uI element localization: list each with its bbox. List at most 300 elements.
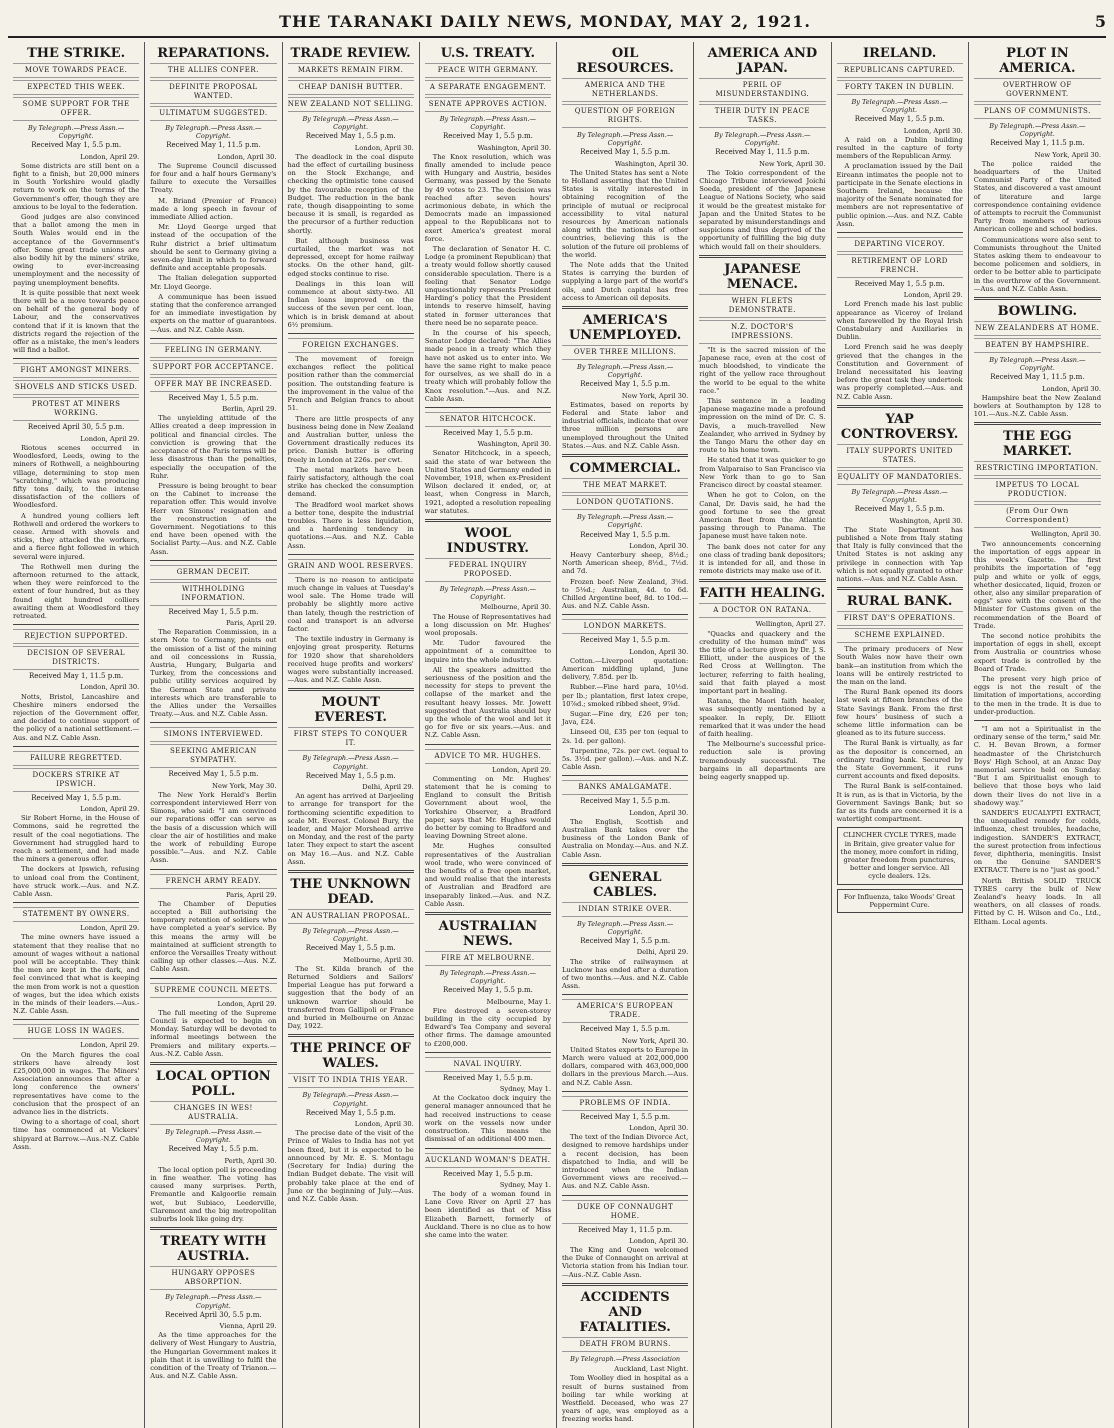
received-line: Received May 1, 5.5 p.m. [442, 1169, 533, 1178]
article-headline: THE UNKNOWN DEAD. [290, 877, 411, 908]
column-rule [150, 722, 276, 723]
article-headline: FAITH HEALING. [699, 586, 826, 602]
column-rule [562, 614, 688, 615]
paragraph: "I am not a Spiritualist in the ordinary sense of the term," said Mr. C. H. Bevan Brown, a former headmaster of the Christchurch Boys' High School, at an Anzac Day memorial service held on Sunday. "But I am Spiritualist enough to believe that those boys who laid down their lives do not live in a shadowy way." [973, 724, 1101, 807]
dateline: Vienna, April 29. [219, 1321, 277, 1330]
article-headline: REPARATIONS. [157, 46, 270, 61]
dateline: Wellington, April 30. [1031, 530, 1101, 539]
received-line: Received May 1, 5.5 p.m. [580, 797, 671, 806]
article-subheading: A SEPARATE ENGAGEMENT. [425, 80, 551, 95]
article-body [13, 162, 139, 355]
paragraph: When he got to Colon, on the Canal, Dr. Davis said, he had the good fortune to see the great American fleet from the Atlantic passing through to Panama. The Japanese must have taken note. [699, 491, 826, 541]
paragraph: Notts, Bristol, Lancashire and Cheshire miners endorsed the rejection of the Government offer, and decided to continue support of the policy of a national settlement.—Aus. and N.Z. Cable Assn. [13, 692, 140, 742]
column-rule [699, 579, 825, 582]
dateline: London, April 29. [80, 1041, 140, 1050]
advertisement: For Influenza, take Woods' Great Peppermint Cure. [837, 889, 963, 913]
paragraph: The Melbourne's successful price-reduction sale is proving tremendously successful. The bargains in all departments are being eagerly snapped up. [699, 740, 826, 781]
paragraph: At the Cockatoo dock inquiry the general manager announced that he had received instructions to cease work on the vessels now under construction. This means the dismissal of an additional 400 men. [424, 1094, 551, 1144]
paragraph: The police raided the headquarters of the United Communist Party of the United States, and discovered a vast amount of literature and large correspondence containing evidence of attempts to recruit the Communist Party from members of various American college and school bodies. [973, 159, 1101, 234]
press-credit: By Telegraph.—Press Assn.—Copyright. [302, 1091, 399, 1108]
dateline: Paris, April 29. [225, 890, 277, 899]
article-subheading: RESTRICTING IMPORTATION. [974, 461, 1101, 476]
dateline: London, April 29. [903, 291, 963, 300]
masthead [8, 6, 1106, 38]
press-credit: By Telegraph.—Press Assn.—Copyright. [576, 919, 674, 936]
received-line: Received May 1, 5.5 p.m. [580, 1112, 671, 1121]
received-line: Received May 1, 5.5 p.m. [442, 132, 533, 141]
received-line: Received May 1, 5.5 p.m. [168, 1145, 259, 1154]
article-subheading: PERIL OF MISUNDERSTANDING. [699, 78, 825, 102]
dateline: Berlin, April 29. [222, 405, 277, 414]
article-body [699, 630, 825, 782]
column-rule [13, 624, 139, 625]
article-body [974, 725, 1101, 926]
advertisement: CLINCHER CYCLE TYRES, made in Britain, give greater value for the money, more comfort in riding, greater freedom from punctures, better and longer service. All cycle dealers. 12s. [837, 827, 963, 884]
article-subheading: IMPETUS TO LOCAL PRODUCTION. [974, 478, 1101, 502]
paragraph: The Reparation Commission, in a stern Note to Germany, points out the omission of a list of the mining and oil concessions in Russia, Austria, Hungary, Bulgaria and Turkey, from the concessions and public utility services acquired by the German State and private interests which are transferable to the Allies under the Versailles Treaty.—Aus. and N.Z. Cable Assn. [150, 628, 277, 719]
article-subheading: EQUALITY OF MANDATORIES. [837, 470, 963, 485]
press-credit: By Telegraph.—Press Assn.—Copyright. [439, 115, 537, 132]
article-body [425, 1094, 551, 1143]
dateline: Washington, April 30. [889, 516, 963, 525]
received-line: Received May 1, 5.5 p.m. [854, 115, 945, 124]
article-subheading: ITALY SUPPORTS UNITED STATES. [837, 444, 963, 468]
paragraph: This sentence in a leading Japanese magazine made a profound impression on the mind of Dr. C. S. Davis, a much-travelled New Zealander, who arrived in Sydney by the Tango Maru the other day en route to his home town. [699, 397, 826, 455]
article-subheading: AN AUSTRALIAN PROPOSAL. [288, 909, 414, 924]
article-headline: THE PRINCE OF WALES. [290, 1041, 411, 1072]
article [562, 1091, 688, 1191]
article [425, 407, 551, 515]
article [425, 46, 551, 403]
article [288, 870, 414, 1030]
paragraph: Some districts are still bent on a fight to a finish, but 20,000 miners in South Yorkshire would gladly return to work on the terms of the Government's offer, though they are anxious to be loyal to the federation. [13, 161, 140, 211]
press-credit: By Telegraph.—Press Assn.—Copyright. [165, 1293, 262, 1310]
article-body [13, 933, 139, 1015]
paragraph: The Tokio correspondent of the Chicago Tribune interviewed Joichi Soeda, president of the Japanese League of Nations Society, who said it would be the greatest mistake for Japan and the United States to be separated by misunderstandings and suspicions and thus deprived of the opportunity of fulfilling the big duty which would fall on their shoulders. [699, 168, 826, 251]
press-credit: By Telegraph.—Press Assn.—Copyright. [989, 122, 1086, 139]
article-subheading: AMERICA AND THE NETHERLANDS. [562, 78, 688, 102]
article [425, 744, 551, 908]
article [425, 912, 551, 1048]
article [974, 297, 1101, 418]
article-headline: AMERICA AND JAPAN. [707, 46, 818, 76]
paragraph: Cotton.—Liverpool quotation: American middling upland, June delivery, 7.85d. per lb. [562, 656, 689, 682]
paragraph: The Chamber of Deputies accepted a Bill authorising the temporary retention of soldiers who have completed a year's service. By this means the army will be maintained at sufficient strength to enforce the Versailles Treaty without calling up other classes.—Aus. N.Z. Cable Assn. [150, 899, 277, 974]
paragraph: The Italian delegation supported Mr. Lloyd George. [150, 274, 277, 291]
article-body [13, 1051, 139, 1151]
paragraph: The declaration of Senator H. C. Lodge (a prominent Republican) that a treaty would follow shortly caused considerable speculation. There is a feeling that Senator Lodge unquestionably represents President Harding's policy that the President intends to reserve himself, having stated in former utterances that there need be no separate peace. [424, 245, 551, 327]
article-subheading: CHANGES IN WES! AUSTRALIA. [150, 1101, 276, 1125]
article-subheading: PEACE WITH GERMANY. [425, 63, 551, 78]
dateline: London, April 30. [629, 647, 689, 656]
article [562, 775, 688, 858]
column-rule [13, 1019, 139, 1020]
column-rule [288, 333, 414, 334]
column-8 [969, 42, 1106, 1428]
column-rule [837, 405, 963, 408]
dateline: London, April 30. [629, 1124, 689, 1133]
article-body [699, 346, 825, 575]
column-rule [150, 1227, 276, 1230]
article [562, 1195, 688, 1279]
article-subheading: RETIREMENT OF LORD FRENCH. [837, 254, 963, 278]
article [288, 554, 414, 685]
received-line: Received May 1, 5.5 p.m. [580, 937, 671, 946]
column-rule [837, 587, 963, 590]
press-credit: By Telegraph.—Press Assn.—Copyright. [851, 487, 948, 505]
paragraph: The primary producers of New South Wales now have their own bank—an institution from which the loans will be entirely restricted to the man on the land. [836, 645, 963, 686]
paragraph: It is quite possible that next week there will be a move towards peace on behalf of the general body of Labour, and the conservatives contend that if it is known that the districts regard the rejection of the offer as a mistake, the men's leaders will find a ballot. [13, 288, 140, 355]
dateline: London, April 29. [217, 999, 277, 1008]
paragraph: The precise date of the visit of the Prince of Wales to India has not yet been fixed, but it is expected to be announced by Mr. E. S. Montagu (Secretary for India) during the Indian Budget debate. The visit will probably take place at the end of June or the beginning of July.—Aus. and N.Z. Cable Assn. [287, 1129, 414, 1203]
article-subheading: ADVICE TO MR. HUGHES. [425, 749, 551, 764]
dateline: London, April 29. [492, 765, 551, 774]
article-body [425, 613, 551, 740]
press-credit: By Telegraph.—Press Assn.—Copyright. [989, 356, 1086, 373]
article-headline: WOOL INDUSTRY. [446, 525, 529, 556]
dateline: Melbourne, April 30. [343, 955, 414, 964]
article-body [150, 414, 276, 555]
dateline: Melbourne, April 30. [480, 603, 551, 612]
column-rule [425, 519, 551, 522]
article-subheading: SEEKING AMERICAN SYMPATHY. [150, 744, 276, 768]
column-rule [288, 870, 414, 873]
article-subheading: QUESTION OF FOREIGN RIGHTS. [562, 104, 688, 128]
article-body [288, 153, 414, 329]
article-subheading: NEW ZEALANDERS AT HOME. [974, 321, 1101, 336]
paragraph: An agent has arrived at Darjeeling to arrange for transport for the forthcoming scientific expedition to scale Mt. Everest. Colonel Bury, the leader, and Major Morshead arrive on Monday, and the rest of the party later. They expect to start the ascent on May 16.—Aus. and N.Z. Cable Assn. [287, 792, 414, 866]
column-rule [699, 255, 825, 258]
paragraph: The text of the Indian Divorce Act, designed to remove hardships under a recent decision, has been dispatched to India, and will be introduced when the Indian Government views are received.—Aus. and N.Z. Cable Assn. [562, 1133, 689, 1191]
article-body [974, 540, 1101, 716]
article-subheading: CHEAP DANISH BUTTER. [288, 80, 414, 95]
article-subheading: FEDERAL INQUIRY PROPOSED. [425, 558, 551, 582]
received-line: Received May 1, 5.5 p.m. [854, 505, 945, 514]
dateline: London, April 30. [629, 808, 689, 817]
paragraph: Two announcements concerning the importation of eggs appear in this week's Gazette. The first prohibits the importation of "egg pulp and white or yolk of eggs, whether desiccated, liquid, frozen or other, also any similar preparation of eggs" save with the consent of the Minister for Customs given on the recommendation of the Board of Trade. [973, 539, 1101, 630]
column-3 [283, 42, 420, 1428]
paragraph: "It is the sacred mission of the Japanese race, even at the cost of much bloodshed, to vindicate the right of the yellow race throughout the world to be equal to the white race." [699, 345, 826, 395]
paragraph: Owing to a shortage of coal, short time has commenced at Vickers' shipyard at Barrow.—Aus.-N.Z. Cable Assn. [13, 1118, 140, 1151]
paragraph: Frozen beef: New Zealand, 3⅝d. to 5⅛d.; Australian, 4d. to 6d. Chilled Argentine beef, 8d. to 10d.—Aus. and N.Z. Cable Assn. [562, 577, 689, 611]
dateline: Auckland, Last Night. [614, 1365, 689, 1374]
dateline: London, April 29. [80, 434, 140, 443]
article-subheading: THE MEAT MARKET. [562, 478, 688, 493]
article-subheading: DOCKERS STRIKE AT IPSWICH. [13, 768, 139, 792]
article-body [13, 693, 139, 742]
article-subheading: OFFER MAY BE INCREASED. [150, 377, 276, 392]
received-line: Received May 1, 5.5 p.m. [580, 1025, 671, 1034]
article-subheading: BANKS AMALGAMATE. [562, 780, 688, 795]
paragraph: All the speakers admitted the seriousness of the position and the necessity for steps to prevent the collapse of the market and the resultant heavy losses. Mr. Jowett suggested that Australia should buy up the whole of the wool and let it go for five or six years.—Aus. and N.Z. Cable Assn. [424, 665, 551, 740]
dateline: Delhi, April 29. [362, 783, 414, 791]
column-rule [150, 1062, 276, 1065]
article [562, 863, 688, 991]
received-line: Received May 1, 11.5 p.m. [990, 373, 1085, 382]
article-subheading: WHEN FLEETS DEMONSTRATE. [699, 294, 825, 318]
paragraph: Dealings in this loan will commence at about sixty-two. All Indian loans improved on the success of the seven per cent. loan, which is in brisk demand at about 6½ premium. [287, 279, 414, 329]
column-6 [694, 42, 831, 1428]
article-subheading: FIRST DAY'S OPERATIONS. [837, 611, 963, 626]
article-subheading: HUNGARY OPPOSES ABSORPTION. [150, 1266, 276, 1290]
dateline: New York, April 30. [759, 159, 826, 168]
paragraph: The King and Queen welcomed the Duke of Connaught on arrival at Victoria station from his Indian tour.—Aus.-N.Z. Cable Assn. [562, 1246, 689, 1279]
paragraph: The Note adds that the United States is carrying the burden of supplying a large part of the world's oils, and Dutch capital has free access to American oil deposits. [562, 261, 689, 302]
paragraph: The State Department has published a Note from Italy stating that Italy is fully convinced that the United States is not asking any privilege in connection with Yap which is not equally granted to other nations.—Aus. and N.Z. Cable Assn. [836, 525, 963, 583]
paragraph: In the course of his speech, Senator Lodge declared: "The Allies made peace in a treaty which they have not asked us to enter into. We have the same right to make peace for ourselves, as we shall do in a treaty which will probably follow the Knox resolution."—Aus. and N.Z. Cable Assn. [424, 329, 551, 403]
article [150, 560, 276, 719]
column-7 [832, 42, 969, 1428]
article-subheading: FRENCH ARMY READY. [150, 874, 276, 889]
paragraph: The United States has sent a Note to Holland asserting that the United States is vitally interested in obtaining recognition of the principle of mutual or reciprocal accessibility to vital natural resources by American nationals along with the nationals of other countries, believing this is the solution of the future oil problems of the world. [562, 168, 689, 259]
paragraph: The body of a woman found in Lane Cove River on April 27 has been identified as that of Miss Elizabeth Barnett, formerly of Auckland. There is no clue as to how she came into the water. [424, 1189, 551, 1239]
paragraph: SANDER'S EUCALYPTI EXTRACT, the unequalled remedy for colds, influenza, chest troubles, headache, indigestion. SANDER'S EXTRACT, the surest protection from infectious fever, diphtheria, meningitis. Insist on the Genuine SANDER'S EXTRACT. There is no "just as good." [973, 808, 1101, 875]
article-body [288, 1129, 414, 1203]
article-subheading: AUCKLAND WOMAN'S DEATH. [425, 1153, 551, 1168]
paragraph: The dockers at Ipswich, refusing to unload coal from the Continent, have struck work.—Aus. and N.Z. Cable Assn. [13, 865, 140, 899]
article [562, 994, 688, 1086]
received-line: Received May 1, 5.5 p.m. [305, 771, 396, 780]
article-subheading: MARKETS REMAIN FIRM. [288, 63, 414, 78]
article [150, 1062, 276, 1223]
columns-grid [8, 42, 1106, 1424]
dateline: Washington, April 30. [614, 159, 689, 168]
dateline: Delhi, April 29. [636, 948, 689, 957]
column-rule [425, 407, 551, 408]
press-credit: By Telegraph.—Press Assn.—Copyright. [439, 584, 537, 602]
article-subheading: STATEMENT BY OWNERS. [13, 907, 139, 922]
article-subheading: THEIR DUTY IN PEACE TASKS. [699, 104, 825, 128]
article-headline: AMERICA'S UNEMPLOYED. [568, 313, 682, 344]
article [13, 624, 139, 742]
paragraph: The metal markets have been fairly satisfactory, although the coal strike has checked the consumption demand. [287, 465, 414, 499]
article-subheading: THE ALLIES CONFER. [150, 63, 276, 78]
article-body [150, 791, 276, 865]
press-credit: By Telegraph.—Press Association [570, 1354, 681, 1363]
article [562, 306, 688, 450]
dateline: London, April 30. [354, 1120, 414, 1129]
dateline: Sydney, May 1. [499, 1180, 551, 1189]
dateline: London, April 30. [80, 683, 140, 692]
column-rule [837, 232, 963, 233]
article-body [562, 1246, 688, 1279]
received-line: Received May 1, 11.5 p.m. [166, 141, 261, 150]
dateline: Paris, April 29. [225, 618, 277, 627]
dateline: London, April 30. [1042, 384, 1101, 393]
paragraph: Mr. Hughes consulted representatives of the Australian wool trade, who were convinced of the benefits of a free open market, and would realise that the interests of Australian and Bradford are inseparably linked.—Aus. and N.Z. Cable Assn. [424, 842, 551, 908]
received-line: Received May 1, 5.5 p.m. [854, 280, 945, 289]
article-headline: AUSTRALIAN NEWS. [438, 919, 538, 950]
article-body [425, 1007, 551, 1048]
press-credit: By Telegraph.—Press Assn.—Copyright. [302, 754, 399, 771]
article-subheading: OVER THREE MILLIONS. [562, 345, 688, 360]
article-subheading: OVERTHROW OF GOVERNMENT. [974, 78, 1101, 102]
paragraph: Rubber.—Fine hard para, 10½d. per lb.; plantation, first latex crepe, 10⅞d.; smoked ribbed sheet, 9⅞d. [562, 683, 689, 708]
paragraph: The Rothwell men during the afternoon returned to the attack, when they were reinforced to the extent of four hundred, but as they found eight hundred colliers awaiting them at Woodlesford they retreated. [13, 562, 140, 620]
article-body [562, 551, 688, 610]
received-line: Received May 1, 5.5 p.m. [168, 607, 259, 616]
article-subheading: AMERICA'S EUROPEAN TRADE. [562, 999, 688, 1023]
article [13, 46, 139, 354]
article-subheading: PROBLEMS OF INDIA. [562, 1096, 688, 1111]
dateline: London, April 29. [80, 924, 140, 933]
article-subheading: SIMONS INTERVIEWED. [150, 727, 276, 742]
article-body [150, 628, 276, 718]
article-headline: BOWLING. [997, 304, 1078, 320]
article-subheading: DEATH FROM BURNS. [562, 1337, 688, 1352]
press-credit: By Telegraph.—Press Assn.—Copyright. [576, 131, 674, 148]
received-line: Received May 1, 11.5 p.m. [577, 1225, 673, 1234]
article-subheading: SUPREME COUNCIL MEETS. [150, 983, 276, 998]
dateline: Perth, April 30. [224, 1156, 277, 1165]
article-body [562, 657, 688, 772]
paragraph: Lord French said he was deeply grieved that the changes in the Constitution and Government of Ireland necessitated his leaving before the great task they undertook was properly completed.—Aus. and N.Z. Cable Assn. [836, 343, 963, 401]
paragraph: A proclamation issued by the Dail Eireann intimates the people not to participate in the Senate elections in Southern Ireland, because the majority of the Senate nominated for members are not representative of public opinion.—Aus. and N.Z. Cable Assn. [836, 162, 963, 228]
paragraph: The second notice prohibits the importation of eggs in shell, except from Australia or countries whose export trade is controlled by the Board of Trade. [973, 631, 1101, 673]
article-headline: IRELAND. [863, 46, 937, 61]
article-body [425, 1190, 551, 1239]
article-body [562, 1133, 688, 1190]
paragraph: A communique has been issued stating that the conference arranged for an immediate investigation by experts on the matter of guarantees.—Aus. and N.Z. Cable Assn. [150, 292, 277, 334]
paragraph: A hundred young colliers left Rothwell and ordered the workers to cease. Armed with shovels and sticks, they attacked the workers, and a fierce fight followed in which several were injured. [13, 511, 140, 561]
article [562, 614, 688, 771]
received-line: Received May 1, 5.5 p.m. [580, 636, 671, 645]
paragraph: A raid on a Dublin building resulted in the capture of forty members of the Republican Army. [836, 135, 963, 161]
masthead-title: THE TARANAKI DAILY NEWS, MONDAY, MAY 2, 1921. [279, 11, 811, 31]
article [562, 46, 688, 302]
article-subheading: HUGE LOSS IN WAGES. [13, 1024, 139, 1039]
paragraph: The local option poll is proceeding in fine weather. The voting has caused many surprises. Perth, Fremantle and Kalgoorlie remain wet, but Subiaco, Leederville, Claremont and the big metropolitan suburbs look like going dry. [150, 1165, 277, 1224]
article-subheading: FIGHT AMONGST MINERS. [13, 363, 139, 378]
article [150, 722, 276, 864]
press-credit: By Telegraph.—Press Assn.—Copyright. [439, 969, 537, 986]
column-2 [145, 42, 282, 1428]
article [150, 1227, 276, 1380]
article-headline: THE EGG MARKET. [1002, 429, 1072, 460]
received-line: Received May 1, 11.5 p.m. [28, 672, 124, 681]
article [425, 519, 551, 740]
paragraph: Pressure is being brought to bear on the Cabinet to increase the reparation offer. This would involve Herr von Simons' resignation and the reconstruction of the Government. Negotiations to this end have been opened with the Socialist Party.—Aus. and N.Z. Cable Assn. [150, 481, 277, 556]
article-body [562, 1374, 688, 1423]
received-line: Received May 1, 5.5 p.m. [168, 393, 259, 402]
article-body [425, 449, 551, 515]
paragraph: Tom Woolley died in hospital as a result of burns sustained from boiling tar while working at Westfield. Deceased, who was 27 years of age, was employed as a freezing works hand. [562, 1374, 689, 1424]
received-line: Received May 1, 5.5 p.m. [442, 986, 533, 995]
paragraph: The Bradford wool market shows a better tone, despite the industrial troubles. There is less liquidation, and a hardening tendency in quotations.—Aus. and N.Z. Cable Assn. [287, 500, 414, 550]
received-line: Received May 1, 5.5 p.m. [580, 530, 671, 539]
column-rule [13, 746, 139, 747]
article-body [837, 300, 963, 400]
paragraph: The bank does not cater for any one class of trading bank depositors; it is intended for all, and those in remote districts may make use of it. [699, 542, 826, 576]
paragraph: The deadlock in the coal dispute had the effect of curtailing business on the Stock Exchange, and checking the optimistic tone caused by the favourable reception of the Budget. The reduction in the bank rate, though disappointing to some because it is small, is regarded as the precursor of a further reduction shortly. [287, 152, 414, 235]
paragraph: The present very high price of eggs is not the result of the limitation of importations, according to the men in the trade. It is due to under-production. [973, 674, 1101, 716]
column-rule [288, 688, 414, 691]
paragraph: North British SOLID TRUCK TYRES carry the bulk of New Zealand's heavy loads. In all weathers, on all classes of roads. Fitted by C. H. Wilson and Co., Ltd., Eltham. Local agents. [973, 876, 1101, 926]
paragraph: The strike of railwaymen at Lucknow has ended after a duration of two months.—Aus. and N.Z. Cable Assn. [562, 957, 689, 991]
article-subheading: N.Z. DOCTOR'S IMPRESSIONS. [699, 320, 825, 344]
column-rule [150, 338, 276, 339]
paragraph: The full meeting of the Supreme Council is expected to begin on Monday. Saturday will be devoted to informal meetings between the Premiers and military experts.—Aus.-N.Z. Cable Assn. [150, 1008, 277, 1058]
paragraph: Mr. Tudor favoured the appointment of a committee to inquire into the whole industry. [424, 639, 551, 664]
dateline: Washington, April 30. [477, 440, 551, 449]
paragraph: The mine owners have issued a statement that they realise that no amount of wages without a national pool will be acceptable. They think the men are kept in the dark, and feel convinced that what is keeping the men from work is not a question of wages, but the idea which exists in the minds of their leaders.—Aus.-N.Z. Cable Assn. [13, 933, 140, 1016]
article-subheading: PLANS OF COMMUNISTS. [974, 104, 1101, 119]
dateline: Wellington, April 27. [755, 620, 826, 629]
paragraph: The movement of foreign exchanges reflect the political position rather than the commercial position. The outstanding feature is the improvement in the value of the French and Belgian francs to about 51. [287, 355, 414, 413]
column-rule [13, 358, 139, 359]
article-subheading: REPUBLICANS CAPTURED. [837, 63, 963, 78]
article-body [288, 965, 414, 1031]
paragraph: The Knox resolution, which was finally amended to include peace with Hungary and Austria, besides Germany, was passed by the Senate by 49 votes to 23. The decision was reached after seven hours' acrimonious debate, in which the Democrats made an impassioned appeal to the Republicans not to exert America's greatest moral force. [424, 152, 551, 243]
column-rule [974, 422, 1101, 425]
article-body [150, 1331, 276, 1380]
article-subheading: INDIAN STRIKE OVER. [562, 902, 688, 917]
article-headline: JAPANESE MENACE. [724, 261, 801, 292]
dateline: Sydney, May 1. [499, 1085, 551, 1094]
article-body [974, 160, 1101, 293]
article-subheading: SENATOR HITCHCOCK. [425, 412, 551, 427]
article-subheading: NAVAL INQUIRY. [425, 1057, 551, 1072]
paragraph: There is no reason to anticipate much change in values at Tuesday's wool sale. The Home trade will probably be slightly more active than lately, though the restriction of coal and transport is an adverse factor. [287, 575, 414, 633]
article [425, 1052, 551, 1144]
paragraph: M. Briand (Premier of France) made a long speech in favour of immediate Allied action. [150, 196, 277, 222]
article-body [837, 136, 963, 228]
article-subheading: A DOCTOR ON RATANA. [699, 603, 825, 618]
article [13, 1019, 139, 1151]
paragraph: Ratana, the Maori faith healer, was subsequently mentioned by a speaker. In reply, Dr. Elliott remarked that it was under the head of faith healing. [699, 697, 826, 738]
article-subheading: LONDON MARKETS. [562, 619, 688, 634]
received-line: Received May 1, 5.5 p.m. [580, 380, 671, 389]
received-line: Received May 1, 11.5 p.m. [715, 148, 810, 157]
article-subheading: FORTY TAKEN IN DUBLIN. [837, 80, 963, 95]
article [150, 338, 276, 556]
dateline: Washington, April 30. [477, 143, 551, 152]
dateline: London, April 30. [217, 152, 277, 161]
press-credit: By Telegraph.—Press Assn.—Copyright. [165, 124, 262, 141]
article [974, 422, 1101, 715]
article [288, 333, 414, 550]
paragraph: Linseed Oil, £35 per ton (equal to 2s. 1d. per gallon). [562, 728, 689, 745]
article-body [562, 169, 688, 302]
column-rule [562, 454, 688, 457]
paragraph: But although business was curtailed, the market was not depressed, except for home railway stocks. On the other hand, gilt-edged stocks continue to rise. [287, 236, 414, 278]
article-body [150, 162, 276, 334]
article-body [288, 792, 414, 866]
received-line: Received May 1, 5.5 p.m. [31, 141, 122, 150]
article [425, 1148, 551, 1240]
article [288, 46, 414, 329]
article-subheading: FAILURE REGRETTED. [13, 751, 139, 766]
received-line: Received May 1, 5.5 p.m. [168, 770, 259, 779]
article-headline: RURAL BANK. [846, 594, 953, 610]
article-headline: ACCIDENTS AND FATALITIES. [579, 1289, 671, 1335]
article-body [150, 1166, 276, 1223]
article-subheading: REJECTION SUPPORTED. [13, 629, 139, 644]
article-headline: YAP CONTROVERSY. [840, 411, 959, 442]
article-body [425, 775, 551, 908]
paragraph: Hampshire beat the New Zealand bowlers at Southampton by 128 to 101.—Aus.-N.Z. Cable Assn. [973, 393, 1101, 419]
column-rule [562, 994, 688, 995]
press-credit: By Telegraph.—Press Assn.—Copyright. [851, 98, 948, 115]
article [699, 46, 825, 251]
article-body [150, 1009, 276, 1058]
paragraph: The House of Representatives had a long discussion on Mr. Hughes' wool proposals. [424, 612, 551, 637]
article-headline: MOUNT EVEREST. [314, 695, 387, 726]
article-headline: GENERAL CABLES. [588, 869, 662, 900]
received-line: Received May 1, 5.5 p.m. [305, 132, 396, 141]
dateline: London, April 30. [629, 541, 689, 550]
article-headline: TRADE REVIEW. [290, 46, 411, 61]
